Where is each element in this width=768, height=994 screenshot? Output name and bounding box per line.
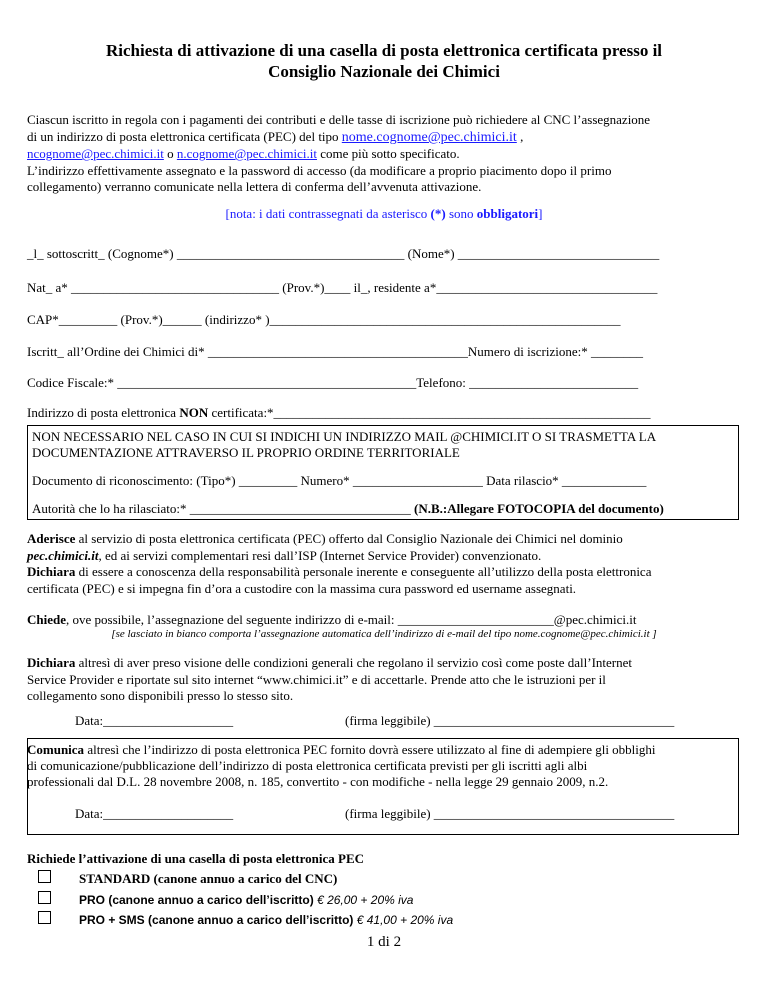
comunica-text: altresì che l’indirizzo di posta elettronica PEC fornito dovrà essere utilizzato al fine di adempiere gli obblighi [84,742,656,757]
option-pro-sms-label [79,912,453,928]
note-asterisk: (*) [430,206,446,221]
field-autorita[interactable] [32,500,664,517]
cognome-line[interactable]: ___________________________________ [176,246,405,261]
chiede-note: [se lasciato in bianco comporta l’assegnazione automatica dell’indirizzo di e-mail del tipo nome.cognome@pec.chimici.it ] [111,628,657,640]
email-line[interactable]: certificata:*__________________________________________________________ [208,405,651,420]
field-ordine-iscrizione[interactable]: Iscritt_ all’Ordine dei Chimici di* ________________________________________Numero di iscrizione:* ________ [27,344,643,359]
aderisce-line-1 [27,530,623,547]
option-pro-sms-text: PRO + SMS (canone annuo a carico dell’iscritto) [79,913,357,927]
option-pro-label [79,892,413,908]
email-example-nome-cognome[interactable]: nome.cognome@pec.chimici.it [341,130,517,145]
note-obbligatori: obbligatori [476,206,539,221]
nome-label: (Nome*) [404,246,458,261]
aderisce-keyword: Aderisce [27,531,76,546]
option-pro-price: € 26,00 + 20% iva [317,893,414,907]
comunica-line-1 [27,741,656,758]
field-email-non-certificata[interactable] [27,404,651,421]
autorita-label: Autorità che lo ha rilasciato:* __________________________________ [32,501,415,516]
intro-line-1: Ciascun iscritto in regola con i pagamenti dei contributi e delle tasse di iscrizione può richiedere al CNC l’assegnazione [27,112,651,127]
chiede-text[interactable]: , ove possibile, l’assegnazione del seguente indirizzo di e-mail: ________________________@pec.chimici.it [66,612,637,627]
field-cap-indirizzo[interactable]: CAP*_________ (Prov.*)______ (indirizzo* )______________________________________________________ [27,312,621,327]
field-nascita-residenza[interactable]: Nat_ a* ________________________________ (Prov.*)____ il_, residente a*__________________________________ [27,280,658,295]
field-cognome-nome[interactable] [27,245,659,262]
richiede-heading: Richiede l’attivazione di una casella di posta elettronica PEC [27,851,365,866]
box-note-line-1: NON NECESSARIO NEL CASO IN CUI SI INDICHI UN INDIRIZZO MAIL @CHIMICI.IT O SI TRASMETTA LA [32,429,657,444]
email-example-n-cognome[interactable]: n.cognome@pec.chimici.it [176,146,317,161]
note-text: [nota: i dati contrassegnati da asterisco [225,206,431,221]
allegare-fotocopia-note: (N.B.:Allegare FOTOCOPIA del documento) [414,501,664,516]
email-example-ncognome[interactable]: ncognome@pec.chimici.it [27,146,164,161]
cognome-label: _l_ sottoscritt_ (Cognome*) [27,246,177,261]
dichiara-text: di essere a conoscenza della responsabilità personale inerente e conseguente all’utilizzo della posta elettronica [75,564,652,579]
page-title-line1: Richiesta di attivazione di una casella di posta elettronica certificata presso il [105,41,663,60]
field-documento[interactable]: Documento di riconoscimento: (Tipo*) _________ Numero* ____________________ Data rilascio* _____________ [32,473,647,488]
dichiara2-text: altresì di aver preso visione delle condizioni generali che regolano il servizio così come poste dall’Internet [75,655,633,670]
checkbox-standard[interactable] [38,870,51,883]
field-chiede-email[interactable] [27,611,636,628]
field-codice-fiscale-telefono[interactable]: Codice Fiscale:* ______________________________________________Telefono: __________________________ [27,375,639,390]
dichiara-line-2: certificata (PEC) e si impegna fin d’ora a custodire con la massima cura password ed username assegnati. [27,581,577,596]
intro-text: di un indirizzo di posta elettronica certificata (PEC) del tipo [27,129,342,144]
intro-text: , [516,129,524,144]
comunica-line-2: di comunicazione/pubblicazione dell’indirizzo di posta elettronica certificata previsti per gli iscritti agli albi [27,758,588,773]
email-label: Indirizzo di posta elettronica [27,405,180,420]
comunica-line-3: professionali dal D.L. 28 novembre 2008, n. 185, convertito - con modifiche - nella legge 29 gennaio 2009, n.2. [27,774,609,789]
aderisce-text: al servizio di posta elettronica certificata (PEC) offerto dal Consiglio Nazionale dei Chimici nel dominio [75,531,623,546]
intro-line-3 [27,145,460,162]
note-text: ] [538,206,543,221]
box-note-line-2: DOCUMENTAZIONE ATTRAVERSO IL PROPRIO ORDINE TERRITORIALE [32,445,460,460]
intro-line-2 [27,128,523,146]
dichiara-line-1 [27,563,651,580]
field-data-1[interactable]: Data:____________________ [75,713,234,728]
checkbox-pro[interactable] [38,891,51,904]
dichiara2-keyword: Dichiara [27,655,76,670]
intro-text: come più sotto specificato. [317,146,460,161]
chiede-keyword: Chiede [27,612,66,627]
intro-text: o [163,146,177,161]
option-standard-label: STANDARD (canone annuo a carico del CNC) [79,871,338,886]
intro-line-4: L’indirizzo effettivamente assegnato e la password di accesso (da modificare a proprio piacimento dopo il primo [27,163,612,178]
field-data-2[interactable]: Data:____________________ [75,806,234,821]
field-firma-1[interactable]: (firma leggibile) _____________________________________ [345,713,675,728]
option-pro-text: PRO (canone annuo a carico dell’iscritto) [79,893,318,907]
dichiara-keyword: Dichiara [27,564,76,579]
field-firma-2[interactable]: (firma leggibile) _____________________________________ [345,806,675,821]
mandatory-fields-note [0,205,768,222]
pec-domain: pec.chimici.it [27,548,99,563]
comunica-keyword: Comunica [27,742,85,757]
email-label-non: NON [179,405,209,420]
note-text: sono [445,206,477,221]
page-number: 1 di 2 [366,934,402,950]
aderisce-line-2 [27,547,541,564]
intro-line-5: collegamento) verranno comunicate nella lettera di conferma dell’avvenuta attivazione. [27,179,482,194]
nome-line[interactable]: _______________________________ [457,246,660,261]
option-pro-sms-price: € 41,00 + 20% iva [356,913,454,927]
dichiara2-line-1 [27,654,632,671]
aderisce-text: , ed ai servizi complementari resi dall’ISP (Internet Service Provider) convenzionato. [98,548,542,563]
dichiara2-line-2: Service Provider e riportate sul sito internet “www.chimici.it” e di accettarle. Prende atto che le istruzioni per il [27,672,606,687]
checkbox-pro-sms[interactable] [38,911,51,924]
page-title-line2: Consiglio Nazionale dei Chimici [268,62,500,81]
dichiara2-line-3: collegamento sono disponibili presso lo stesso sito. [27,688,294,703]
